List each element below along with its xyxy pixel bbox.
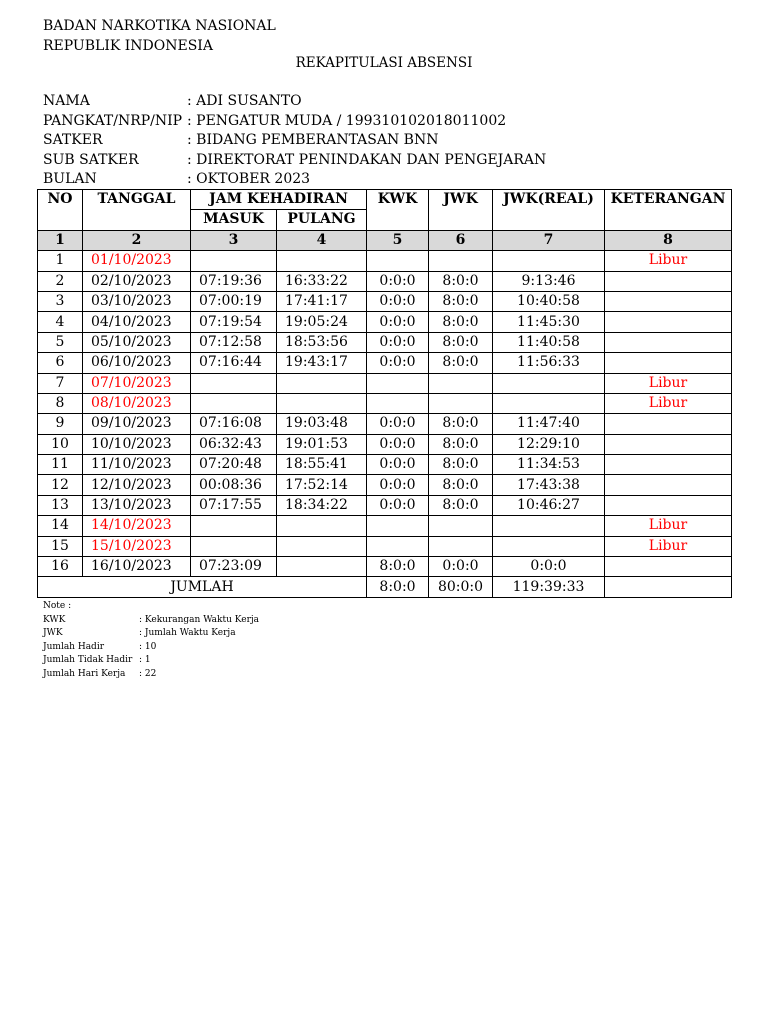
info-row-sub-satker [43, 151, 546, 171]
row-no: 15 [38, 536, 83, 556]
row-kwk [367, 393, 429, 413]
row-jwk-real: 11:45:30 [493, 312, 605, 332]
row-jwk: 8:0:0 [429, 353, 493, 373]
info-label: SUB SATKER [43, 151, 139, 168]
note-title: Note : [43, 601, 72, 611]
row-no: 7 [38, 373, 83, 393]
row-jwk-real: 0:0:0 [493, 557, 605, 577]
info-value: : PENGATUR MUDA / 199310102018011002 [187, 112, 507, 129]
row-kwk [367, 251, 429, 271]
row-keterangan: Libur [605, 536, 732, 556]
row-masuk: 07:19:54 [191, 312, 277, 332]
header-jwk-real: JWK(REAL) [493, 190, 605, 231]
note-value: : 10 [139, 641, 157, 652]
row-masuk: 07:16:44 [191, 353, 277, 373]
column-number: 8 [605, 230, 732, 250]
row-no: 2 [38, 271, 83, 291]
table-header-row [38, 190, 732, 210]
row-masuk: 07:16:08 [191, 414, 277, 434]
info-value: : DIREKTORAT PENINDAKAN DAN PENGEJARAN [187, 151, 547, 168]
row-jwk-real: 11:47:40 [493, 414, 605, 434]
row-masuk [191, 536, 277, 556]
row-kwk: 0:0:0 [367, 455, 429, 475]
row-masuk: 07:20:48 [191, 455, 277, 475]
row-tanggal: 09/10/2023 [83, 414, 191, 434]
row-masuk: 07:23:09 [191, 557, 277, 577]
row-no: 5 [38, 332, 83, 352]
note-label: JWK [43, 628, 63, 639]
row-no: 8 [38, 393, 83, 413]
table-row [38, 434, 732, 454]
row-tanggal: 12/10/2023 [83, 475, 191, 495]
row-tanggal: 01/10/2023 [83, 251, 191, 271]
row-jwk-real [493, 373, 605, 393]
row-jwk [429, 516, 493, 536]
row-no: 11 [38, 455, 83, 475]
row-jwk: 8:0:0 [429, 291, 493, 311]
table-row [38, 271, 732, 291]
info-value: : ADI SUSANTO [187, 93, 302, 109]
table-row [38, 516, 732, 536]
note-label: Jumlah Tidak Hadir [43, 655, 133, 666]
total-jwk: 80:0:0 [429, 577, 493, 597]
row-pulang [277, 373, 367, 393]
row-no: 1 [38, 251, 83, 271]
table-row [38, 373, 732, 393]
row-no: 12 [38, 475, 83, 495]
row-pulang [277, 516, 367, 536]
row-pulang: 18:34:22 [277, 495, 367, 515]
row-keterangan: Libur [605, 373, 732, 393]
row-jwk [429, 251, 493, 271]
total-label: JUMLAH [38, 577, 367, 597]
row-masuk [191, 393, 277, 413]
row-masuk: 07:12:58 [191, 332, 277, 352]
table-row [38, 291, 732, 311]
row-keterangan: Libur [605, 393, 732, 413]
column-number: 7 [493, 230, 605, 250]
row-kwk: 0:0:0 [367, 495, 429, 515]
info-value: : BIDANG PEMBERANTASAN BNN [187, 132, 439, 149]
info-label: BULAN [43, 171, 97, 188]
row-keterangan: Libur [605, 516, 732, 536]
row-pulang: 17:52:14 [277, 475, 367, 495]
row-no: 16 [38, 557, 83, 577]
note-value: : 1 [139, 655, 151, 666]
row-pulang: 16:33:22 [277, 271, 367, 291]
row-jwk-real: 11:56:33 [493, 353, 605, 373]
row-pulang: 18:55:41 [277, 455, 367, 475]
row-kwk: 0:0:0 [367, 434, 429, 454]
row-tanggal: 08/10/2023 [83, 393, 191, 413]
row-tanggal: 03/10/2023 [83, 291, 191, 311]
column-number: 2 [83, 230, 191, 250]
row-pulang: 19:43:17 [277, 353, 367, 373]
row-jwk-real: 11:34:53 [493, 455, 605, 475]
row-no: 13 [38, 495, 83, 515]
org-country: REPUBLIK INDONESIA [43, 38, 213, 54]
total-jwk-real: 119:39:33 [493, 577, 605, 597]
row-tanggal: 06/10/2023 [83, 353, 191, 373]
org-header [43, 16, 276, 56]
info-value: : OKTOBER 2023 [187, 171, 311, 188]
row-keterangan [605, 434, 732, 454]
row-tanggal: 10/10/2023 [83, 434, 191, 454]
document-title [0, 55, 768, 71]
table-row [38, 353, 732, 373]
row-kwk: 0:0:0 [367, 291, 429, 311]
row-pulang: 18:53:56 [277, 332, 367, 352]
row-keterangan [605, 495, 732, 515]
note-item [43, 641, 259, 655]
table-row [38, 251, 732, 271]
row-no: 10 [38, 434, 83, 454]
row-keterangan [605, 291, 732, 311]
row-keterangan: Libur [605, 251, 732, 271]
note-value: : 22 [139, 668, 157, 679]
row-keterangan [605, 557, 732, 577]
row-jwk-real: 17:43:38 [493, 475, 605, 495]
table-row [38, 393, 732, 413]
row-masuk [191, 516, 277, 536]
header-jam-kehadiran: JAM KEHADIRAN [191, 190, 367, 210]
note-item [43, 654, 259, 668]
row-keterangan [605, 455, 732, 475]
info-row-nama [43, 92, 546, 112]
table-row [38, 414, 732, 434]
row-masuk [191, 373, 277, 393]
column-number: 1 [38, 230, 83, 250]
row-pulang [277, 557, 367, 577]
header-kwk: KWK [367, 190, 429, 231]
column-number: 6 [429, 230, 493, 250]
row-jwk [429, 373, 493, 393]
total-row [38, 577, 732, 597]
row-jwk: 8:0:0 [429, 312, 493, 332]
row-no: 4 [38, 312, 83, 332]
row-jwk-real: 9:13:46 [493, 271, 605, 291]
note-label: Jumlah Hari Kerja [43, 668, 126, 679]
table-row [38, 332, 732, 352]
column-number: 5 [367, 230, 429, 250]
row-kwk: 0:0:0 [367, 353, 429, 373]
total-keterangan [605, 577, 732, 597]
row-tanggal: 13/10/2023 [83, 495, 191, 515]
column-number: 4 [277, 230, 367, 250]
table-row [38, 312, 732, 332]
row-jwk: 8:0:0 [429, 455, 493, 475]
header-masuk: MASUK [191, 210, 277, 230]
row-masuk [191, 251, 277, 271]
row-no: 14 [38, 516, 83, 536]
row-keterangan [605, 332, 732, 352]
note-item [43, 627, 259, 641]
row-kwk: 8:0:0 [367, 557, 429, 577]
header-no: NO [38, 190, 83, 231]
org-name: BADAN NARKOTIKA NASIONAL [43, 18, 276, 34]
row-jwk: 8:0:0 [429, 414, 493, 434]
row-tanggal: 16/10/2023 [83, 557, 191, 577]
row-kwk [367, 516, 429, 536]
row-jwk-real [493, 393, 605, 413]
row-tanggal: 02/10/2023 [83, 271, 191, 291]
row-jwk-real: 12:29:10 [493, 434, 605, 454]
note-label: KWK [43, 614, 66, 625]
row-jwk-real: 10:40:58 [493, 291, 605, 311]
info-row-satker [43, 131, 546, 151]
attendance-table [37, 189, 732, 598]
row-kwk: 0:0:0 [367, 475, 429, 495]
row-jwk: 8:0:0 [429, 271, 493, 291]
row-pulang [277, 393, 367, 413]
note-item [43, 668, 259, 682]
header-jwk: JWK [429, 190, 493, 231]
row-tanggal: 05/10/2023 [83, 332, 191, 352]
row-jwk [429, 536, 493, 556]
row-jwk-real [493, 251, 605, 271]
row-keterangan [605, 312, 732, 332]
row-masuk: 07:17:55 [191, 495, 277, 515]
table-row [38, 475, 732, 495]
note-item [43, 614, 259, 628]
table-row [38, 455, 732, 475]
row-jwk-real [493, 516, 605, 536]
row-jwk: 8:0:0 [429, 434, 493, 454]
row-no: 3 [38, 291, 83, 311]
total-kwk: 8:0:0 [367, 577, 429, 597]
header-tanggal: TANGGAL [83, 190, 191, 231]
row-masuk: 00:08:36 [191, 475, 277, 495]
row-keterangan [605, 414, 732, 434]
row-pulang: 19:05:24 [277, 312, 367, 332]
row-masuk: 06:32:43 [191, 434, 277, 454]
document-title-text: REKAPITULASI ABSENSI [295, 55, 473, 71]
row-keterangan [605, 353, 732, 373]
row-jwk-real: 11:40:58 [493, 332, 605, 352]
row-no: 6 [38, 353, 83, 373]
row-pulang [277, 251, 367, 271]
row-jwk: 8:0:0 [429, 495, 493, 515]
row-tanggal: 07/10/2023 [83, 373, 191, 393]
info-row-bulan [43, 170, 546, 190]
header-keterangan: KETERANGAN [605, 190, 732, 231]
row-jwk: 8:0:0 [429, 332, 493, 352]
column-number: 3 [191, 230, 277, 250]
info-label: NAMA [43, 93, 90, 109]
table-row [38, 557, 732, 577]
row-jwk-real: 10:46:27 [493, 495, 605, 515]
row-keterangan [605, 271, 732, 291]
column-number-row [38, 230, 732, 250]
row-kwk [367, 536, 429, 556]
note-section [43, 600, 259, 682]
table-row [38, 495, 732, 515]
row-jwk [429, 393, 493, 413]
row-jwk-real [493, 536, 605, 556]
row-tanggal: 15/10/2023 [83, 536, 191, 556]
table-row [38, 536, 732, 556]
row-pulang: 17:41:17 [277, 291, 367, 311]
row-no: 9 [38, 414, 83, 434]
row-pulang: 19:01:53 [277, 434, 367, 454]
row-kwk: 0:0:0 [367, 414, 429, 434]
row-tanggal: 14/10/2023 [83, 516, 191, 536]
note-label: Jumlah Hadir [43, 641, 104, 652]
row-tanggal: 11/10/2023 [83, 455, 191, 475]
info-label: SATKER [43, 132, 103, 149]
row-jwk: 8:0:0 [429, 475, 493, 495]
employee-info [43, 92, 546, 190]
note-value: : Kekurangan Waktu Kerja [139, 614, 260, 625]
row-pulang [277, 536, 367, 556]
row-tanggal: 04/10/2023 [83, 312, 191, 332]
info-row-pangkat [43, 112, 546, 132]
info-label: PANGKAT/NRP/NIP [43, 112, 183, 129]
row-masuk: 07:00:19 [191, 291, 277, 311]
row-jwk: 0:0:0 [429, 557, 493, 577]
row-kwk: 0:0:0 [367, 312, 429, 332]
header-pulang: PULANG [277, 210, 367, 230]
row-pulang: 19:03:48 [277, 414, 367, 434]
row-keterangan [605, 475, 732, 495]
row-kwk: 0:0:0 [367, 271, 429, 291]
row-kwk: 0:0:0 [367, 332, 429, 352]
row-masuk: 07:19:36 [191, 271, 277, 291]
row-kwk [367, 373, 429, 393]
note-value: : Jumlah Waktu Kerja [139, 628, 236, 639]
